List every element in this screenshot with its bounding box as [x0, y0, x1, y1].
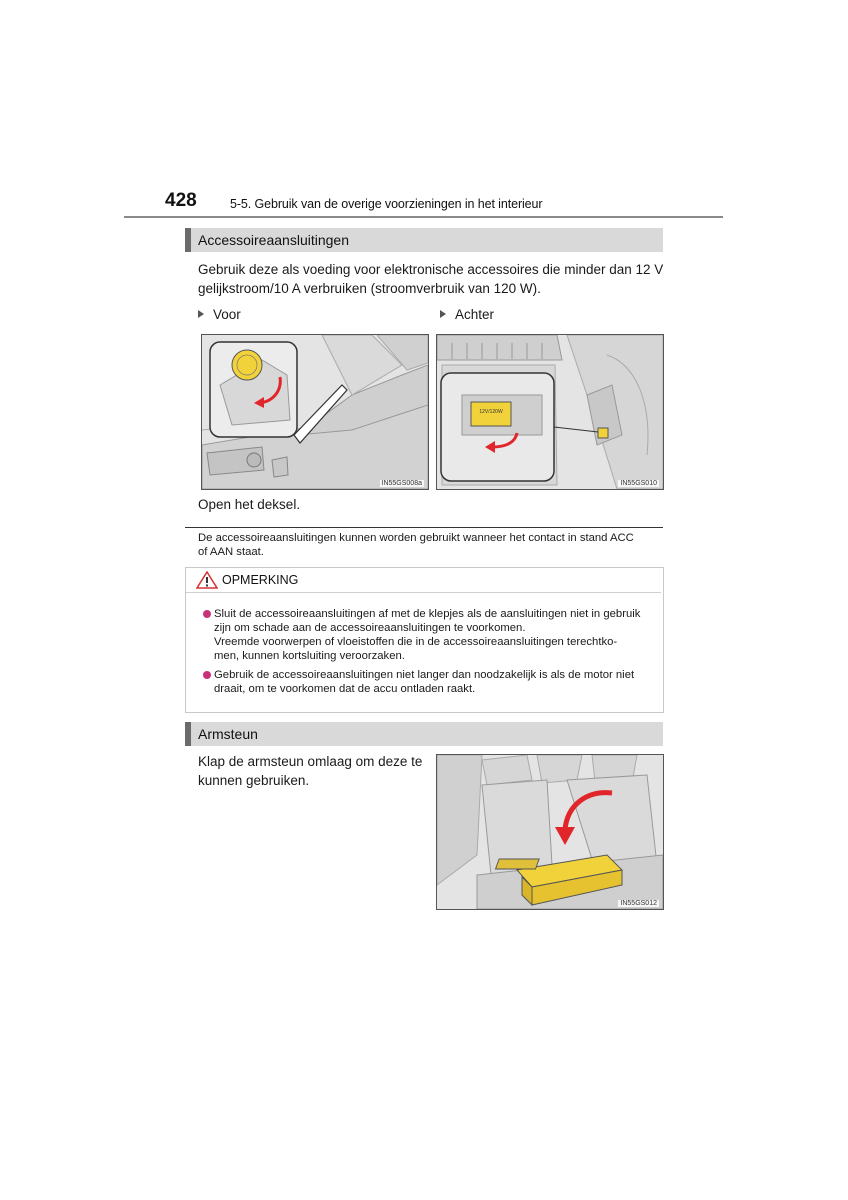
- section-title: Armsteun: [198, 726, 258, 742]
- section-heading-armrest: [185, 722, 663, 746]
- rear-socket-illustration: [436, 334, 664, 490]
- instruction-text: Open het deksel.: [198, 497, 301, 512]
- note-line: De accessoireaansluitingen kunnen worden gebruikt wanneer het contact in stand ACC: [198, 532, 634, 544]
- chapter-title: 5-5. Gebruik van de overige voorzieningen in het interieur: [230, 197, 543, 211]
- front-label: Voor: [198, 305, 241, 324]
- note-line: of AAN staat.: [198, 546, 264, 558]
- triangle-bullet-icon: [198, 310, 204, 318]
- header-divider: [124, 216, 723, 218]
- notice-header: [186, 568, 661, 593]
- notice-item: Sluit de accessoireaansluitingen af met de klepjes als de aansluitingen niet in gebruik zijn om schade aan de accessoireaansluitingen te voorkomen. Vreemde voorwerpen of vloeistoffen die in de accessoireaansluitingen terechtko- men, kunnen kortsluiting veroorzaken.: [203, 607, 670, 663]
- image-code: IN55GS012: [620, 900, 657, 907]
- section-accent: [185, 228, 191, 252]
- intro-paragraph: [198, 260, 668, 298]
- rear-seat-drawing: [437, 755, 663, 909]
- front-console-drawing: [202, 335, 428, 489]
- armrest-line: kunnen gebruiken.: [198, 773, 310, 788]
- section-heading-accessory: [185, 228, 663, 252]
- rear-label: Achter: [440, 305, 494, 324]
- notice-item: Gebruik de accessoireaansluitingen niet langer dan noodzakelijk is als de motor niet draait, om te voorkomen dat de accu ontladen raakt.: [203, 668, 670, 696]
- intro-line: gelijkstroom/10 A verbruiken (stroomverbruik van 120 W).: [198, 281, 541, 296]
- usage-note: [198, 531, 664, 559]
- socket-label-text: 12V/120W: [479, 409, 503, 415]
- intro-line: Gebruik deze als voeding voor elektronische accessoires die minder dan 12 V: [198, 262, 664, 277]
- notice-title: OPMERKING: [222, 573, 299, 587]
- bullet-dot-icon: [203, 610, 211, 618]
- image-code: IN55GS010: [620, 480, 657, 487]
- front-socket-illustration: [201, 334, 429, 490]
- rear-console-drawing: [437, 335, 663, 489]
- image-code: IN55GS008a: [381, 480, 422, 487]
- section-title: Accessoireaansluitingen: [198, 232, 349, 248]
- bullet-dot-icon: [203, 671, 211, 679]
- armrest-text: [198, 752, 426, 790]
- section-accent: [185, 722, 191, 746]
- armrest-line: Klap de armsteun omlaag om deze te: [198, 754, 423, 769]
- armrest-illustration: [436, 754, 664, 910]
- note-divider: [185, 527, 663, 528]
- triangle-bullet-icon: [440, 310, 446, 318]
- page-number: 428: [165, 190, 197, 211]
- warning-triangle-icon: [196, 571, 218, 589]
